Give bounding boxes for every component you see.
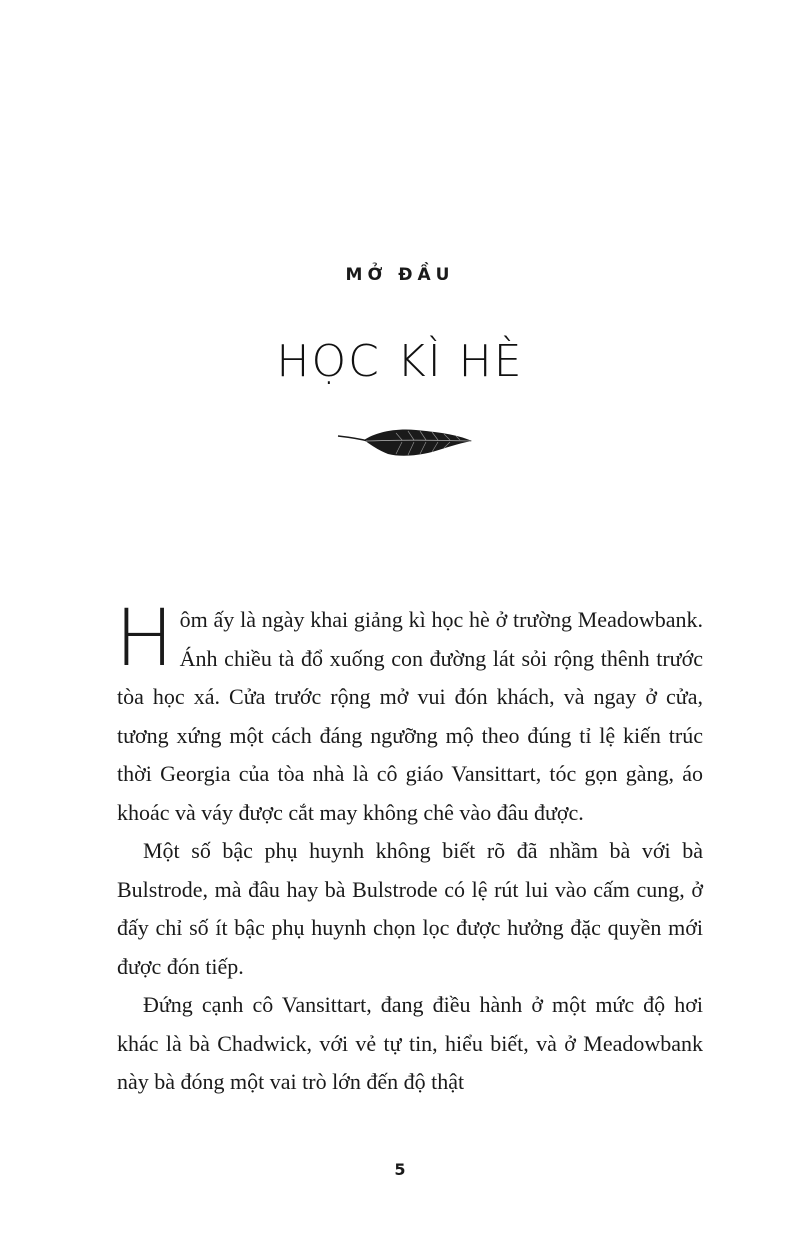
feather-icon	[336, 424, 476, 464]
paragraph-3: Đứng cạnh cô Vansittart, đang điều hành ở một mức độ hơi khác là bà Chadwick, với vẻ tự tin, hiểu biết, và ở Meadowbank này bà đóng một vai trò lớn đến độ thật	[117, 992, 703, 1094]
body-text	[115, 594, 703, 1102]
drop-cap: H	[115, 594, 174, 684]
chapter-label: MỞ ĐẦU	[345, 265, 455, 285]
chapter-title: HỌC KÌ HÈ	[276, 336, 524, 387]
paragraph-1	[115, 594, 703, 832]
paragraph-2: Một số bậc phụ huynh không biết rõ đã nhầm bà với bà Bulstrode, mà đâu hay bà Bulstrode có lệ rút lui vào cấm cung, ở đấy chỉ số ít bậc phụ huynh chọn lọc được hưởng đặc quyền mới được đón tiếp.	[117, 838, 703, 979]
page-number: 5	[394, 1160, 406, 1179]
paragraph-1-text: ôm ấy là ngày khai giảng kì học hè ở trường Meadowbank. Ánh chiều tà đổ xuống con đường lát sỏi rộng thênh trước tòa học xá. Cửa trước rộng mở vui đón khách, và ngay ở cửa, tương xứng một cách đáng ngưỡng mộ theo đúng tỉ lệ kiến trúc thời Georgia của tòa nhà là cô giáo Vansittart, tóc gọn gàng, áo khoác và váy được cắt may không chê vào đâu được.	[117, 607, 703, 825]
